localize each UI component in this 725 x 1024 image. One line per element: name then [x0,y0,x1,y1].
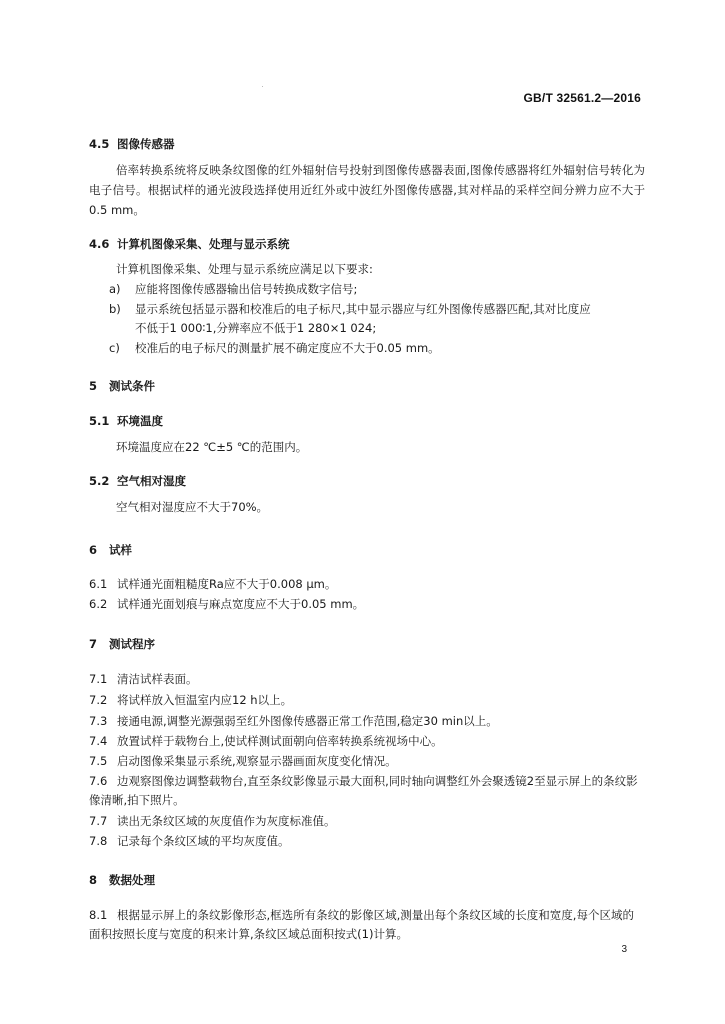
section-8-heading [89,872,155,888]
section-title: 测试条件 [109,379,155,393]
item-text: 接通电源,调整光源强弱至红外图像传感器正常工作范围,稳定30 min以上。 [117,714,498,728]
item-6-2 [89,596,364,612]
item-number: 8.1 [89,908,108,922]
section-5-2-heading [89,473,186,489]
section-5-heading [89,378,155,394]
section-4-5-paragraph: 倍率转换系统将反映条纹图像的红外辐射信号投射到图像传感器表面,图像传感器将红外辐射信号转化为电子信号。根据试样的通光波段选择使用近红外或中波红外图像传感器,其对样品的采样空间分辨力应不大于0.5 mm。 [89,163,645,217]
item-number: 7.7 [89,814,108,828]
item-text: 试样通光面粗糙度Ra应不大于0.008 μm。 [117,577,337,591]
page-number: 3 [621,944,627,955]
item-number: 7.8 [89,834,108,848]
list-marker: c) [109,341,120,355]
section-number: 4.6 [89,237,110,251]
item-8-1 [89,906,645,944]
section-number: 8 [89,873,98,887]
item-7-6 [89,772,645,810]
section-title: 空气相对湿度 [117,474,186,488]
scan-speck [262,86,263,87]
item-number: 6.1 [89,577,108,591]
section-number: 6 [89,543,98,557]
section-title: 数据处理 [109,873,155,887]
list-marker: b) [109,302,121,316]
item-7-1 [89,671,198,687]
list-text: 显示系统包括显示器和校准后的电子标尺,其中显示器应与红外图像传感器匹配,其对比度应 [135,302,591,316]
item-text: 边观察图像边调整载物台,直至条纹影像显示最大面积,同时轴向调整红外会聚透镜2至显示屏上的条纹影像清晰,拍下照片。 [89,774,638,807]
item-7-7 [89,813,336,829]
item-number: 7.6 [89,774,108,788]
section-title: 图像传感器 [117,137,175,151]
section-title: 测试程序 [109,637,155,651]
item-number: 6.2 [89,597,108,611]
item-6-1 [89,576,336,592]
item-text: 启动图像采集显示系统,观察显示器画面灰度变化情况。 [117,754,397,768]
item-7-5 [89,753,397,769]
item-text: 读出无条纹区域的灰度值作为灰度标准值。 [117,814,336,828]
item-text: 记录每个条纹区域的平均灰度值。 [117,834,290,848]
item-number: 7.2 [89,693,108,707]
section-number: 5.1 [89,414,110,428]
section-6-heading [89,542,132,558]
item-text: 清洁试样表面。 [117,672,198,686]
section-4-6-intro: 计算机图像采集、处理与显示系统应满足以下要求: [116,262,373,276]
section-4-5-heading [89,136,175,152]
list-item-c [109,340,440,356]
section-number: 5.2 [89,474,110,488]
section-number: 5 [89,379,98,393]
item-number: 7.3 [89,714,108,728]
item-7-3 [89,713,498,729]
item-text: 根据显示屏上的条纹影像形态,框选所有条纹的影像区域,测量出每个条纹区域的长度和宽度,每个区域的面积按照长度与宽度的积来计算,条纹区域总面积按式(1)计算。 [89,908,634,941]
section-5-1-heading [89,413,163,429]
list-marker: a) [109,282,121,296]
standard-code-header: GB/T 32561.2—2016 [523,91,641,105]
section-number: 4.5 [89,137,110,151]
section-4-6-heading [89,236,290,252]
section-5-1-text: 环境温度应在22 ℃±5 ℃的范围内。 [116,440,308,454]
section-7-heading [89,636,155,652]
item-7-8 [89,833,290,849]
list-item-a [109,281,357,297]
list-text: 应能将图像传感器输出信号转换成数字信号; [135,282,358,296]
item-number: 7.4 [89,734,108,748]
list-text: 校准后的电子标尺的测量扩展不确定度应不大于0.05 mm。 [135,341,440,355]
item-7-2 [89,692,292,708]
section-title: 计算机图像采集、处理与显示系统 [117,237,290,251]
list-item-b [109,301,591,317]
item-7-4 [89,733,443,749]
item-number: 7.5 [89,754,108,768]
section-number: 7 [89,637,98,651]
section-title: 试样 [109,543,132,557]
section-title: 环境温度 [117,414,163,428]
item-text: 放置试样于载物台上,使试样测试面朝向倍率转换系统视场中心。 [117,734,443,748]
section-5-2-text: 空气相对湿度应不大于70%。 [116,500,269,514]
item-text: 试样通光面划痕与麻点宽度应不大于0.05 mm。 [117,597,365,611]
item-text: 将试样放入恒温室内应12 h以上。 [117,693,293,707]
list-item-b-continuation: 不低于1 000∶1,分辨率应不低于1 280×1 024; [135,321,377,335]
item-number: 7.1 [89,672,108,686]
